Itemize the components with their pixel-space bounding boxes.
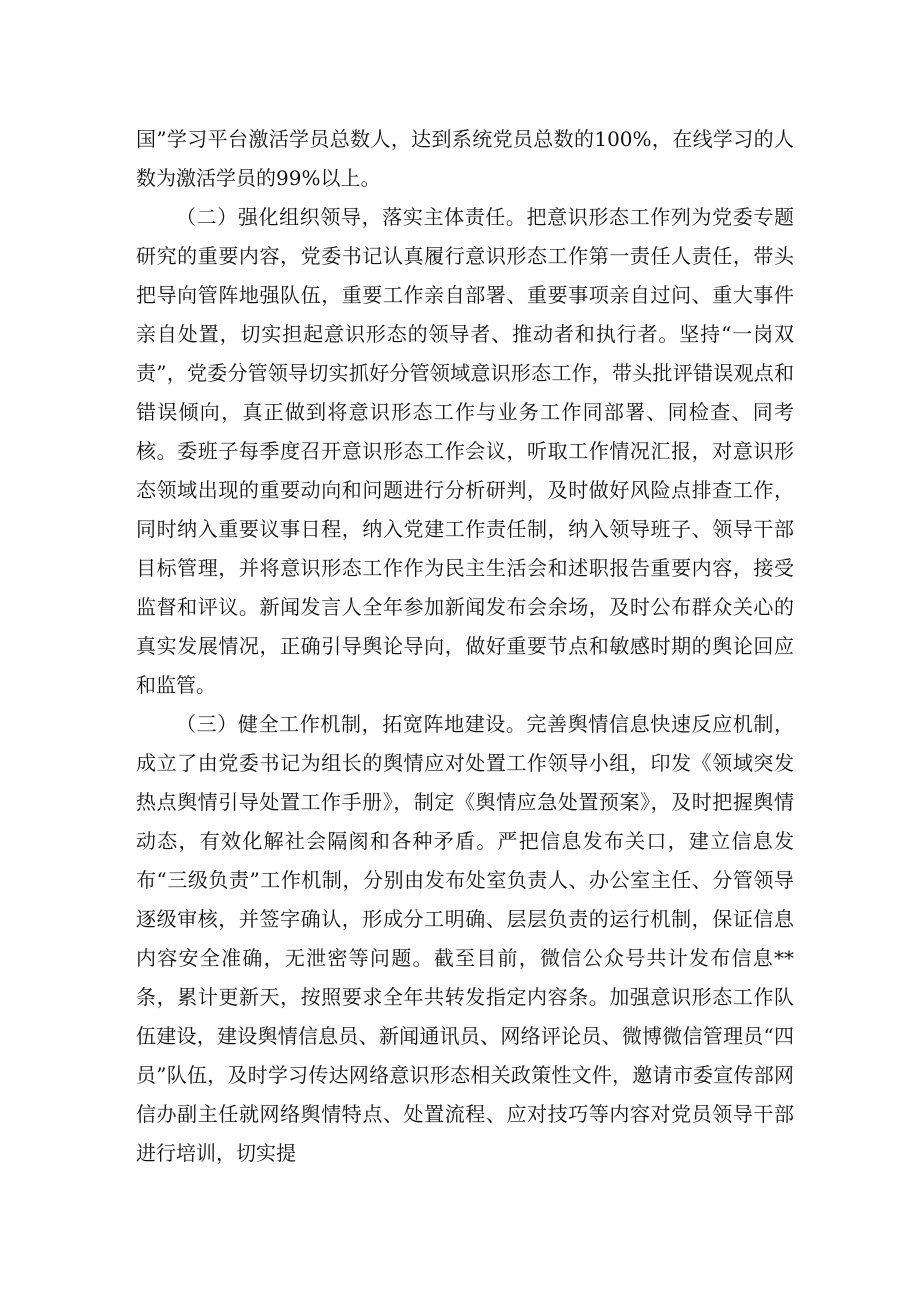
document-body	[136, 120, 794, 1173]
paragraph-section-two: （二）强化组织领导，落实主体责任。把意识形态工作列为党委专题研究的重要内容，党委书记认真履行意识形态工作第一责任人责任，带头把导向管阵地强队伍，重要工作亲自部署、重要事项亲自过问、重大事件亲自处置，切实担起意识形态的领导者、推动者和执行者。坚持“一岗双责”，党委分管领导切实抓好分管领域意识形态工作，带头批评错误观点和错误倾向，真正做到将意识形态工作与业务工作同部署、同检查、同考核。委班子每季度召开意识形态工作会议，听取工作情况汇报，对意识形态领域出现的重要动向和问题进行分析研判，及时做好风险点排查工作，同时纳入重要议事日程，纳入党建工作责任制，纳入领导班子、领导干部目标管理，并将意识形态工作作为民主生活会和述职报告重要内容，接受监督和评议。新闻发言人全年参加新闻发布会余场，及时公布群众关心的真实发展情况，正确引导舆论导向，做好重要节点和敏感时期的舆论回应和监管。	[136, 205, 794, 697]
paragraph-section-three: （三）健全工作机制，拓宽阵地建设。完善舆情信息快速反应机制，成立了由党委书记为组长的舆情应对处置工作领导小组，印发《领域突发热点舆情引导处置工作手册》，制定《舆情应急处置预案》，及时把握舆情动态，有效化解社会隔阂和各种矛盾。严把信息发布关口，建立信息发布“三级负责”工作机制，分别由发布处室负责人、办公室主任、分管领导逐级审核，并签字确认，形成分工明确、层层负责的运行机制，保证信息内容安全准确，无泄密等问题。截至目前，微信公众号共计发布信息**条，累计更新天，按照要求全年共转发指定内容条。加强意识形态工作队伍建设，建设舆情信息员、新闻通讯员、网络评论员、微博微信管理员“四员”队伍，及时学习传达网络意识形态相关政策性文件，邀请市委宣传部网信办副主任就网络舆情特点、处置流程、应对技巧等内容对党员领导干部进行培训，切实提	[136, 712, 794, 1165]
paragraph-continuation: 国”学习平台激活学员总数人，达到系统党员总数的100%，在线学习的人数为激活学员的99%以上。	[136, 127, 794, 190]
